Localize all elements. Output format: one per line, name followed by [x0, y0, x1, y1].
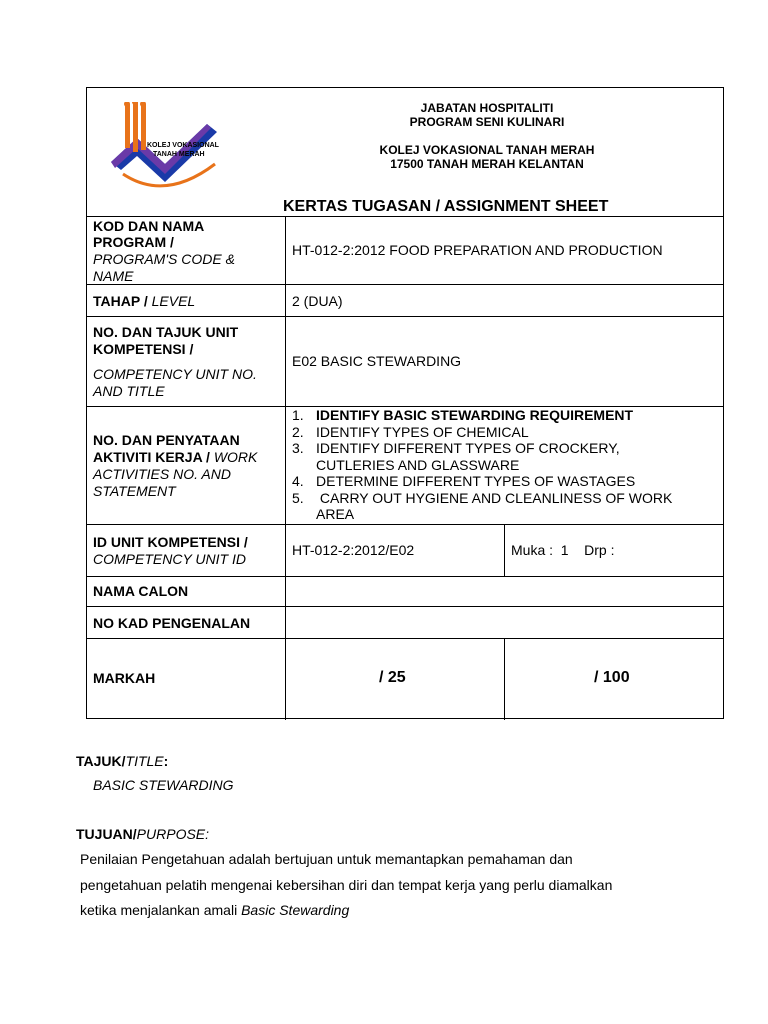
unit-label-en: AND TITLE: [93, 383, 165, 399]
unit-id-label: ID UNIT KOMPETENSI /: [93, 534, 248, 550]
column-divider: [285, 216, 286, 720]
row-divider: [87, 524, 723, 525]
college-name: KOLEJ VOKASIONAL TANAH MERAH: [379, 143, 595, 157]
purpose-label-italic: PURPOSE:: [136, 826, 210, 842]
header-block: [247, 101, 727, 171]
list-item: [292, 440, 722, 473]
college-address: 17500 TANAH MERAH KELANTAN: [390, 157, 584, 171]
row-divider: [87, 576, 723, 577]
logo-text-2: TANAH MERAH: [153, 151, 205, 158]
activities-label: [93, 449, 257, 465]
title-label-bold: TAJUK/: [76, 753, 126, 769]
item-text-cont: AREA: [316, 506, 355, 522]
activities-label-italic: WORK: [213, 449, 258, 465]
activities-label-en: ACTIVITIES NO. AND: [93, 466, 231, 482]
unit-id-label-en: COMPETENCY UNIT ID: [93, 551, 246, 567]
purpose-line: pengetahuan pelatih mengenai kebersihan diri dan tempat kerja yang perlu diamalkan: [80, 877, 613, 893]
program-label-en: PROGRAM'S CODE &: [93, 251, 235, 267]
unit-label-en: COMPETENCY UNIT NO.: [93, 366, 257, 382]
candidate-name-label: NAMA CALON: [93, 583, 189, 599]
ic-number-label: NO KAD PENGENALAN: [93, 615, 251, 631]
row-divider: [87, 606, 723, 607]
item-number: 1.: [292, 407, 304, 423]
unit-label: NO. DAN TAJUK UNIT: [93, 324, 239, 340]
level-label-bold: TAHAP /: [93, 293, 148, 309]
activities-label: NO. DAN PENYATAAN: [93, 432, 240, 448]
title-heading: [76, 753, 168, 769]
level-label-italic: LEVEL: [151, 293, 196, 309]
item-text: IDENTIFY BASIC STEWARDING REQUIREMENT: [316, 407, 634, 423]
item-text: DETERMINE DIFFERENT TYPES OF WASTAGES: [316, 473, 636, 489]
activities-label-en: STATEMENT: [93, 483, 176, 499]
logo-text-1: KOLEJ VOKASIONAL: [147, 142, 219, 149]
dept-name: JABATAN HOSPITALITI: [420, 101, 554, 115]
list-item: [292, 473, 722, 490]
row-divider: [87, 316, 723, 317]
item-text: CARRY OUT HYGIENE AND CLEANLINESS OF WORK: [316, 489, 673, 506]
column-divider: [504, 524, 505, 576]
item-number: 3.: [292, 440, 304, 456]
item-text-cont: CUTLERIES AND GLASSWARE: [316, 456, 520, 473]
row-divider: [87, 216, 723, 217]
purpose-label-bold: TUJUAN/: [76, 826, 137, 842]
candidate-name-field[interactable]: [287, 578, 723, 604]
level-label: [93, 293, 195, 309]
level-value: 2 (DUA): [292, 293, 343, 309]
purpose-line: Penilaian Pengetahuan adalah bertujuan untuk memantapkan pemahaman dan: [80, 851, 573, 867]
ic-number-field[interactable]: [287, 608, 723, 636]
program-label: PROGRAM /: [93, 234, 174, 250]
item-text: IDENTIFY TYPES OF CHEMICAL: [316, 423, 529, 440]
row-divider: [87, 284, 723, 285]
item-number: 4.: [292, 473, 304, 489]
purpose-heading: [76, 826, 209, 842]
assignment-sheet-table: [86, 87, 724, 719]
program-value: HT-012-2:2012 FOOD PREPARATION AND PRODUCTION: [292, 242, 663, 258]
list-item: [292, 490, 722, 523]
column-divider: [504, 638, 505, 720]
sheet-title: KERTAS TUGASAN / ASSIGNMENT SHEET: [283, 198, 609, 215]
program-name: PROGRAM SENI KULINARI: [409, 115, 565, 129]
activities-list: [292, 407, 722, 523]
item-number: 5.: [292, 489, 304, 506]
purpose-line-italic: Basic Stewarding: [241, 902, 350, 918]
list-item: [292, 424, 722, 441]
page-number: Muka : 1 Drp :: [511, 542, 615, 558]
marks-out-of-25: / 25: [379, 669, 406, 686]
college-logo: [107, 102, 223, 204]
item-number: 2.: [292, 423, 304, 440]
marks-out-of-100: / 100: [594, 669, 630, 686]
title-label-italic: TITLE: [125, 753, 164, 769]
purpose-line: [80, 902, 349, 918]
marks-label: MARKAH: [93, 670, 156, 686]
purpose-line-text: ketika menjalankan amali: [80, 902, 242, 918]
activities-label-bold: AKTIVITI KERJA /: [93, 449, 210, 465]
title-value: BASIC STEWARDING: [93, 777, 234, 793]
list-item: [292, 407, 722, 424]
unit-value: E02 BASIC STEWARDING: [292, 353, 462, 369]
unit-label: KOMPETENSI /: [93, 341, 194, 357]
program-label: KOD DAN NAMA: [93, 218, 205, 234]
program-label-en: NAME: [93, 268, 134, 284]
title-colon: :: [163, 753, 169, 769]
row-divider: [87, 638, 723, 639]
unit-id-value: HT-012-2:2012/E02: [292, 542, 415, 558]
item-text: IDENTIFY DIFFERENT TYPES OF CROCKERY,: [316, 440, 620, 456]
